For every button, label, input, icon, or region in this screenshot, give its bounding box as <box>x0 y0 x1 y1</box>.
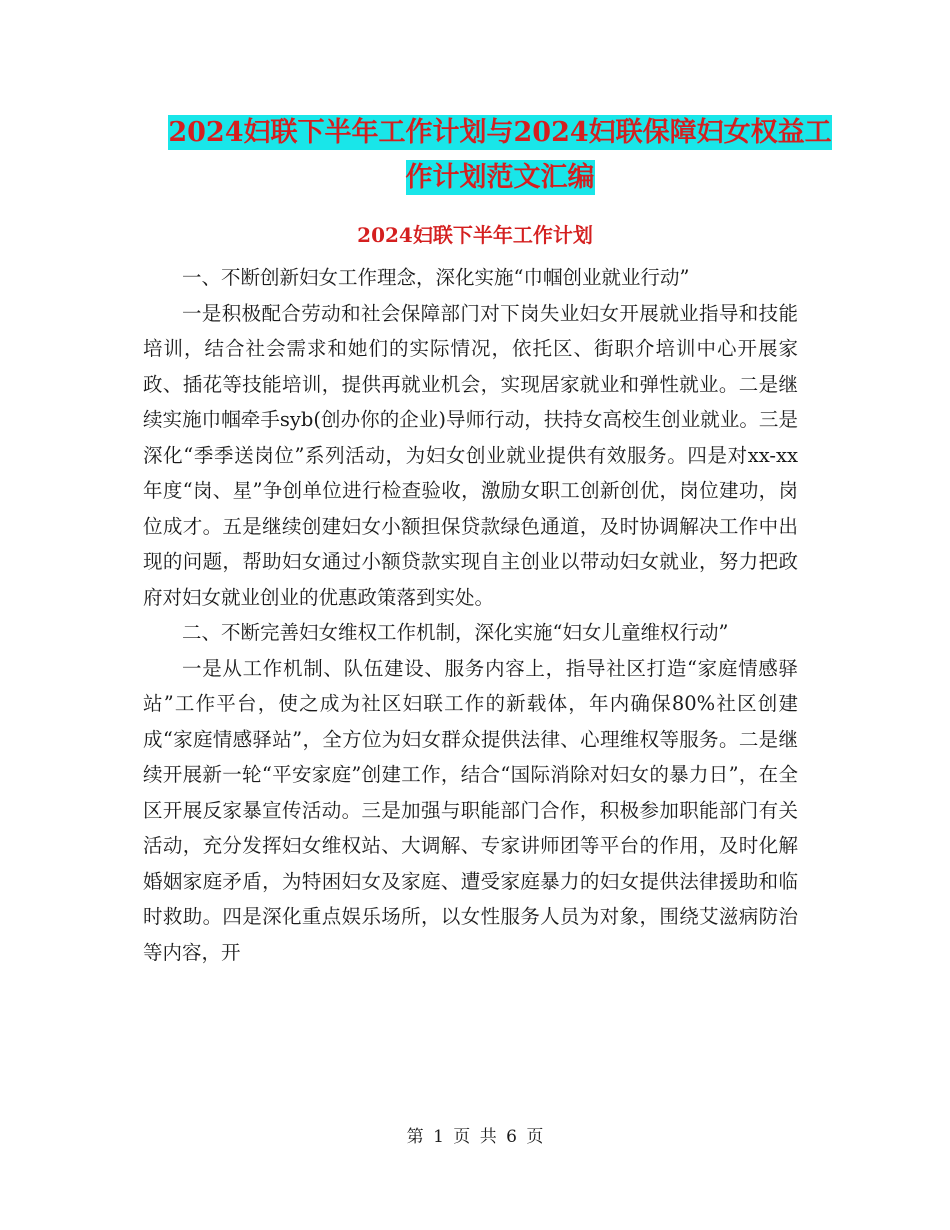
document-title-line-1: 2024妇联下半年工作计划与2024妇联保障妇女权益工 <box>168 117 832 148</box>
page-footer: 第 1 页 共 6 页 <box>406 1127 544 1147</box>
paragraph: 一是积极配合劳动和社会保障部门对下岗失业妇女开展就业指导和技能培训，结合社会需求和她们的实际情况，依托区、街职介培训中心开展家政、插花等技能培训，提供再就业机会，实现居家就业和弹性就业。二是继续实施巾帼牵手syb(创办你的企业)导师行动，扶持女高校生创业就业。三是深化“季季送岗位”系列活动，为妇女创业就业提供有效服务。四是对xx-xx年度“岗、星”争创单位进行检查验收，激励女职工创新创优，岗位建功，岗位成才。五是继续创建妇女小额担保贷款绿色通道，及时协调解决工作中出现的问题，帮助妇女通过小额贷款实现自主创业以带动妇女就业，努力把政府对妇女就业创业的优惠政策落到实处。 <box>143 301 798 609</box>
section-title: 2024妇联下半年工作计划 <box>357 223 593 247</box>
paragraph: 二、不断完善妇女维权工作机制，深化实施“妇女儿童维权行动” <box>182 621 729 644</box>
paragraph: 一、不断创新妇女工作理念，深化实施“巾帼创业就业行动” <box>182 266 690 289</box>
document-title <box>140 110 860 200</box>
document-title-line-2: 作计划范文汇编 <box>405 162 595 193</box>
paragraph: 一是从工作机制、队伍建设、服务内容上，指导社区打造“家庭情感驿站”工作平台，使之成为社区妇联工作的新载体，年内确保80%社区创建成“家庭情感驿站”，全方位为妇女群众提供法律、心理维权等服务。二是继续开展新一轮“平安家庭”创建工作，结合“国际消除对妇女的暴力日”，在全区开展反家暴宣传活动。三是加强与职能部门合作，积极参加职能部门有关活动，充分发挥妇女维权站、大调解、专家讲师团等平台的作用，及时化解婚姻家庭矛盾，为特困妇女及家庭、遭受家庭暴力的妇女提供法律援助和临时救助。四是深化重点娱乐场所，以女性服务人员为对象，围绕艾滋病防治等内容，开 <box>143 656 798 964</box>
document-body <box>143 260 798 970</box>
